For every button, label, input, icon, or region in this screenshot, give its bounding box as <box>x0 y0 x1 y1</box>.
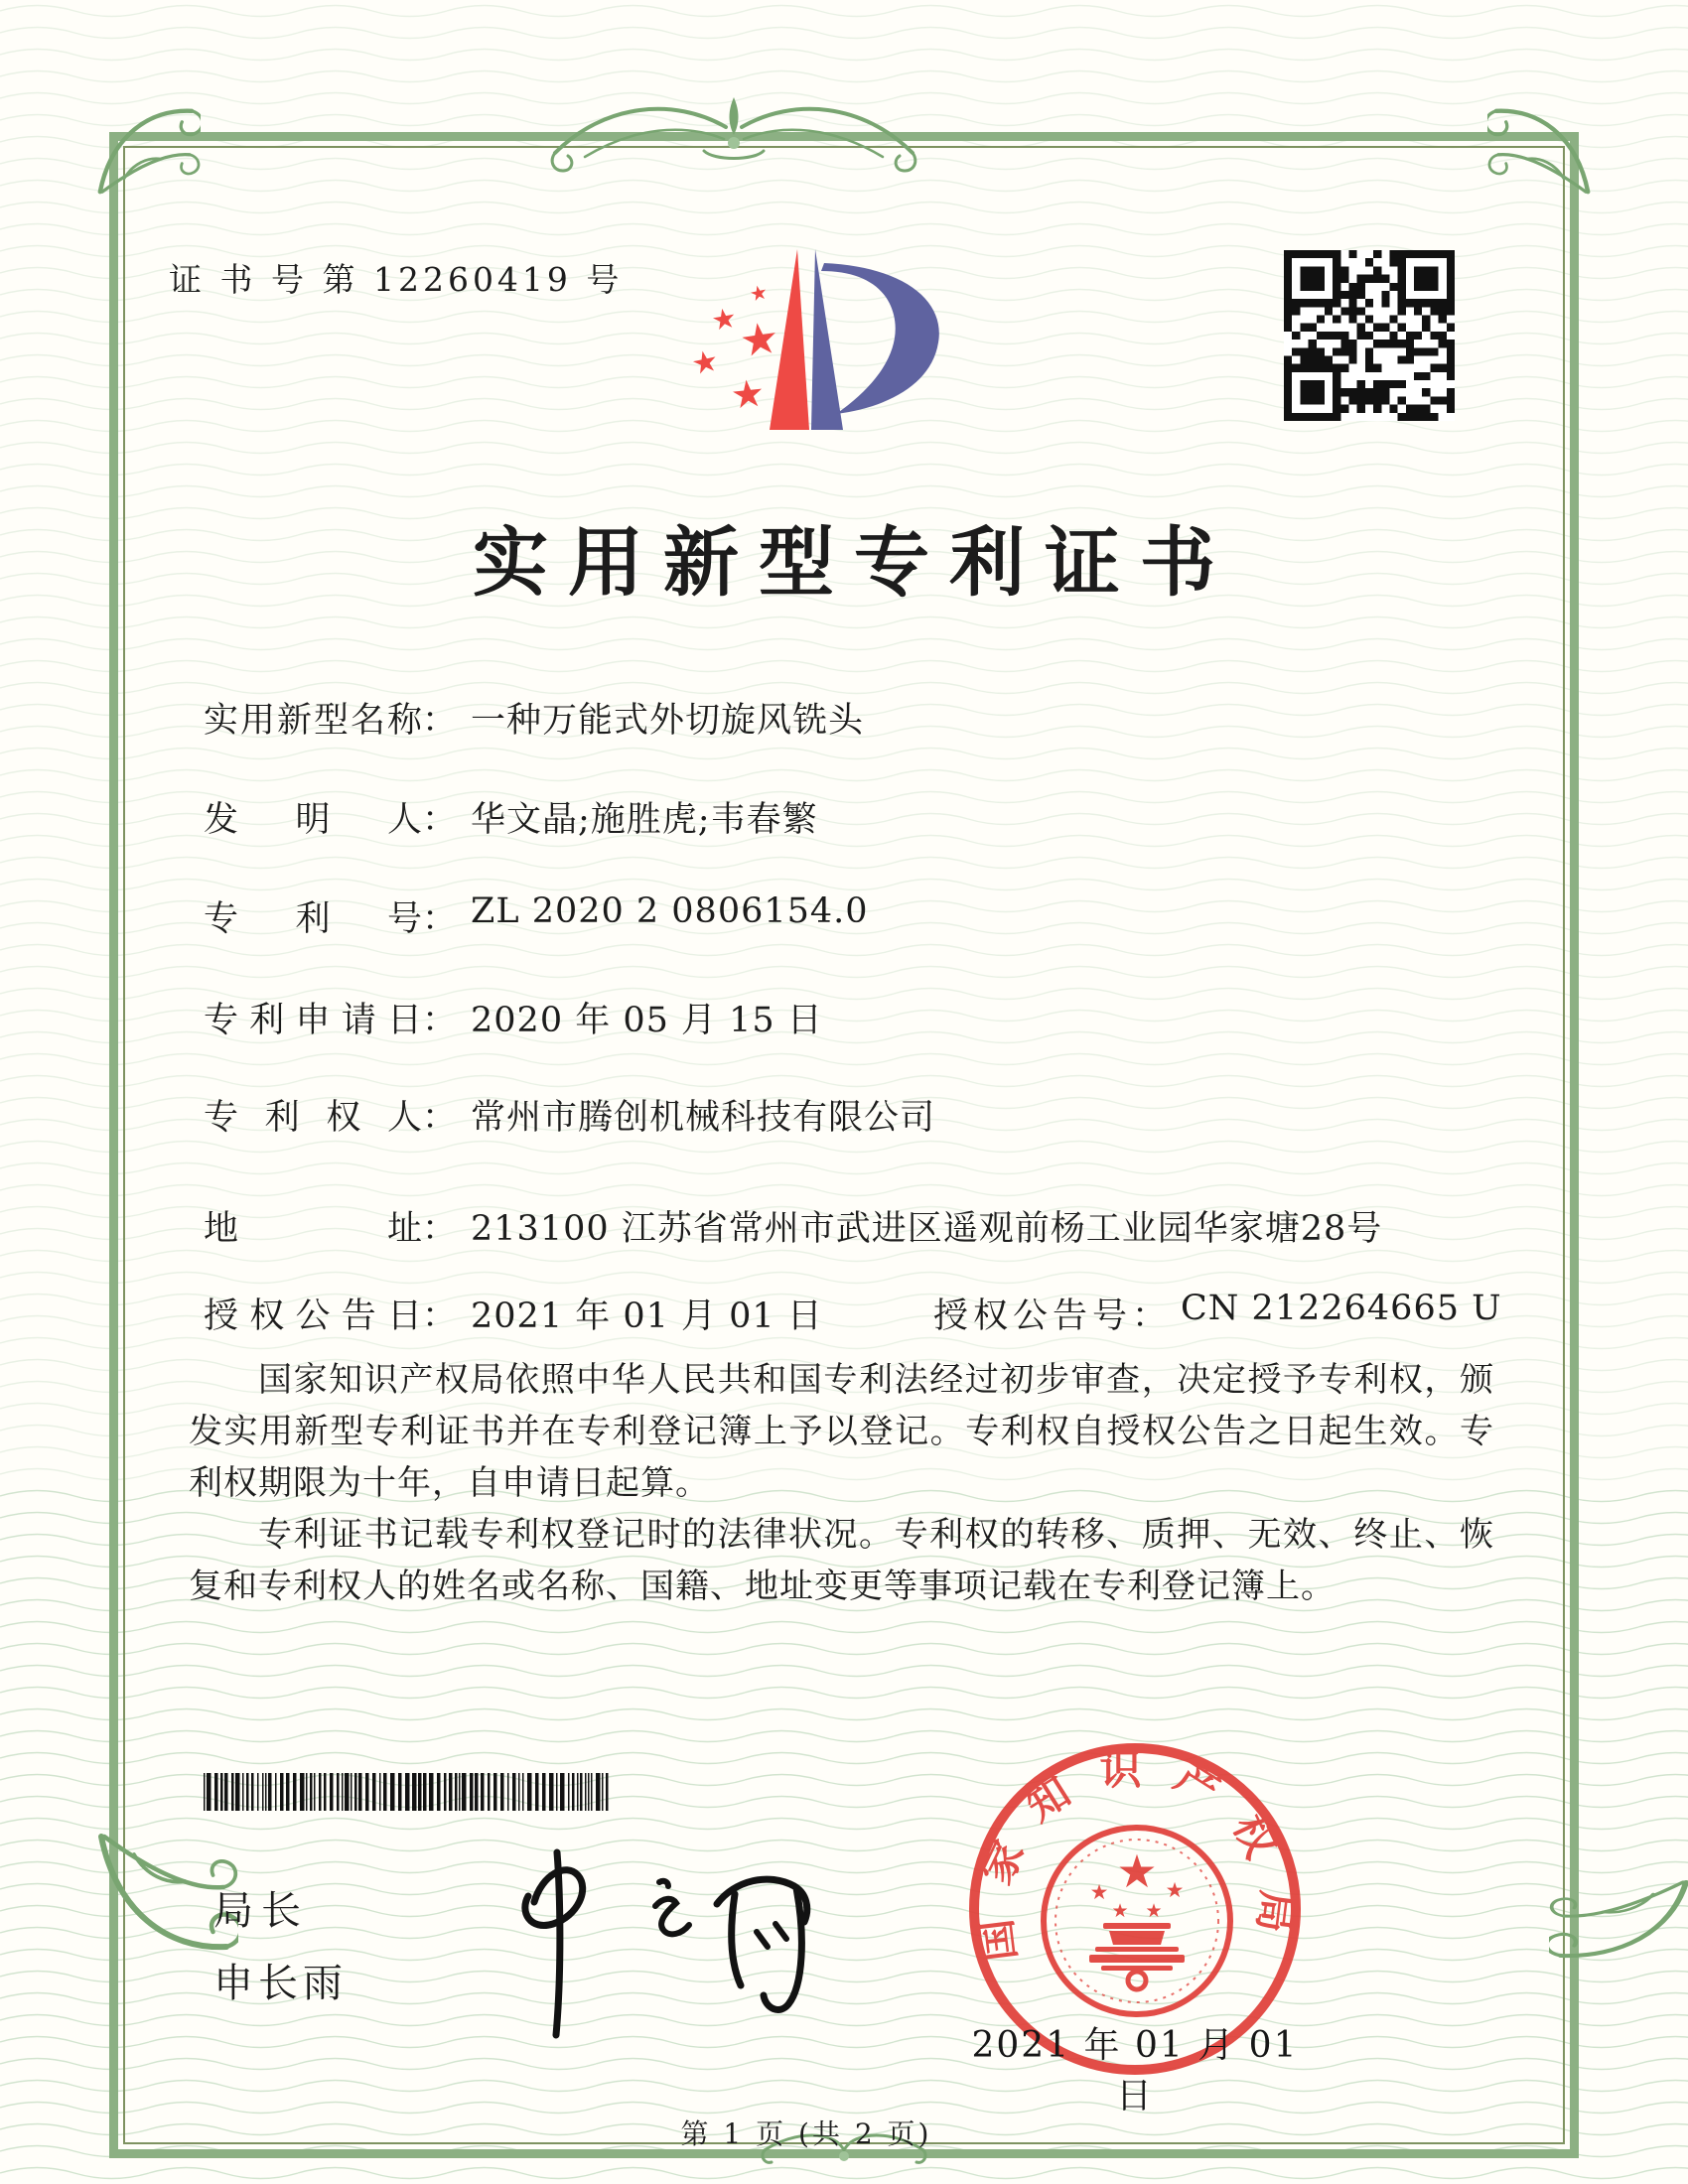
svg-text:★: ★ <box>688 342 722 383</box>
director-signature <box>465 1844 842 2055</box>
field-value: CN 212264665 U <box>1181 1289 1502 1328</box>
svg-text:★: ★ <box>1165 1878 1185 1902</box>
field-colon: ： <box>422 1297 458 1336</box>
field-colon: ： <box>422 1001 458 1040</box>
svg-text:★: ★ <box>708 301 740 338</box>
field-label: 地址 <box>204 1209 422 1249</box>
field-colon: ： <box>1132 1297 1168 1336</box>
field-value: 一种万能式外切旋风铣头 <box>471 701 865 741</box>
field-colon: ： <box>422 701 458 741</box>
border-ornament-top-left-icon <box>91 91 201 201</box>
field-grant-number <box>933 1289 1502 1338</box>
field-value: 213100 江苏省常州市武进区遥观前杨工业园华家塘28号 <box>471 1209 1383 1249</box>
barcode <box>204 1773 615 1811</box>
border-ornament-top-right-icon <box>1487 91 1597 201</box>
field-value: 2021 年 01 月 01 日 <box>471 1297 823 1336</box>
border-ornament-top-center-icon <box>545 83 922 179</box>
svg-text:★: ★ <box>1089 1880 1109 1904</box>
svg-text:★: ★ <box>736 312 783 368</box>
field-row-inventors <box>204 792 818 842</box>
field-label: 专利申请日 <box>204 1001 422 1040</box>
field-value: 常州市腾创机械科技有限公司 <box>471 1098 936 1138</box>
field-value: ZL 2020 2 0806154.0 <box>471 891 869 931</box>
field-colon: ： <box>422 899 458 939</box>
field-label: 专利权人 <box>204 1098 422 1138</box>
field-label: 授权公告号 <box>933 1297 1133 1336</box>
field-row-name <box>204 693 864 743</box>
qr-code <box>1284 250 1455 421</box>
field-row-filing-date <box>204 993 823 1042</box>
field-value: 华文晶;施胜虎;韦春繁 <box>471 800 818 840</box>
field-row-address <box>204 1201 1382 1251</box>
legal-text-block <box>189 1354 1494 1612</box>
svg-text:★: ★ <box>1111 1900 1129 1922</box>
field-label: 发明人 <box>204 800 422 840</box>
field-colon: ： <box>422 800 458 840</box>
page-title: 实用新型专利证书 <box>473 518 1235 607</box>
svg-text:★: ★ <box>1116 1844 1158 1898</box>
svg-text:★: ★ <box>728 370 768 418</box>
field-label: 实用新型名称 <box>204 701 422 741</box>
national-emblem-icon <box>1044 1828 1230 2014</box>
director-title-label: 局长 <box>213 1888 309 1934</box>
seal-ring-text: 国家知识产权局 <box>967 1744 1303 1965</box>
page-number-footer: 第 1 页 (共 2 页) <box>680 2117 932 2150</box>
certificate-number: 证 书 号 第 12260419 号 <box>169 260 624 299</box>
seal-date: 2021 年 01 月 01 日 <box>971 2025 1299 2116</box>
field-label: 专利号 <box>204 899 422 939</box>
field-row-grant-date <box>204 1289 1502 1338</box>
field-row-patent-number <box>204 891 869 941</box>
field-row-patentee <box>204 1090 935 1140</box>
border-ornament-bottom-right-icon <box>1549 1874 1688 1974</box>
cnipa-logo-icon <box>667 241 960 452</box>
svg-text:★: ★ <box>1145 1900 1163 1922</box>
field-label: 授权公告日 <box>204 1297 422 1336</box>
field-colon: ： <box>422 1098 458 1138</box>
field-value: 2020 年 05 月 15 日 <box>471 1001 823 1040</box>
field-colon: ： <box>422 1209 458 1249</box>
svg-text:★: ★ <box>747 279 771 307</box>
legal-paragraph: 专利证书记载专利权登记时的法律状况。专利权的转移、质押、无效、终止、恢复和专利权人的姓名或名称、国籍、地址变更等事项记载在专利登记簿上。 <box>189 1515 1494 1606</box>
legal-paragraph: 国家知识产权局依照中华人民共和国专利法经过初步审查，决定授予专利权，颁发实用新型专利证书并在专利登记簿上予以登记。专利权自授权公告之日起生效。专利权期限为十年，自申请日起算。 <box>189 1360 1494 1503</box>
director-name: 申长雨 <box>213 1961 348 2006</box>
